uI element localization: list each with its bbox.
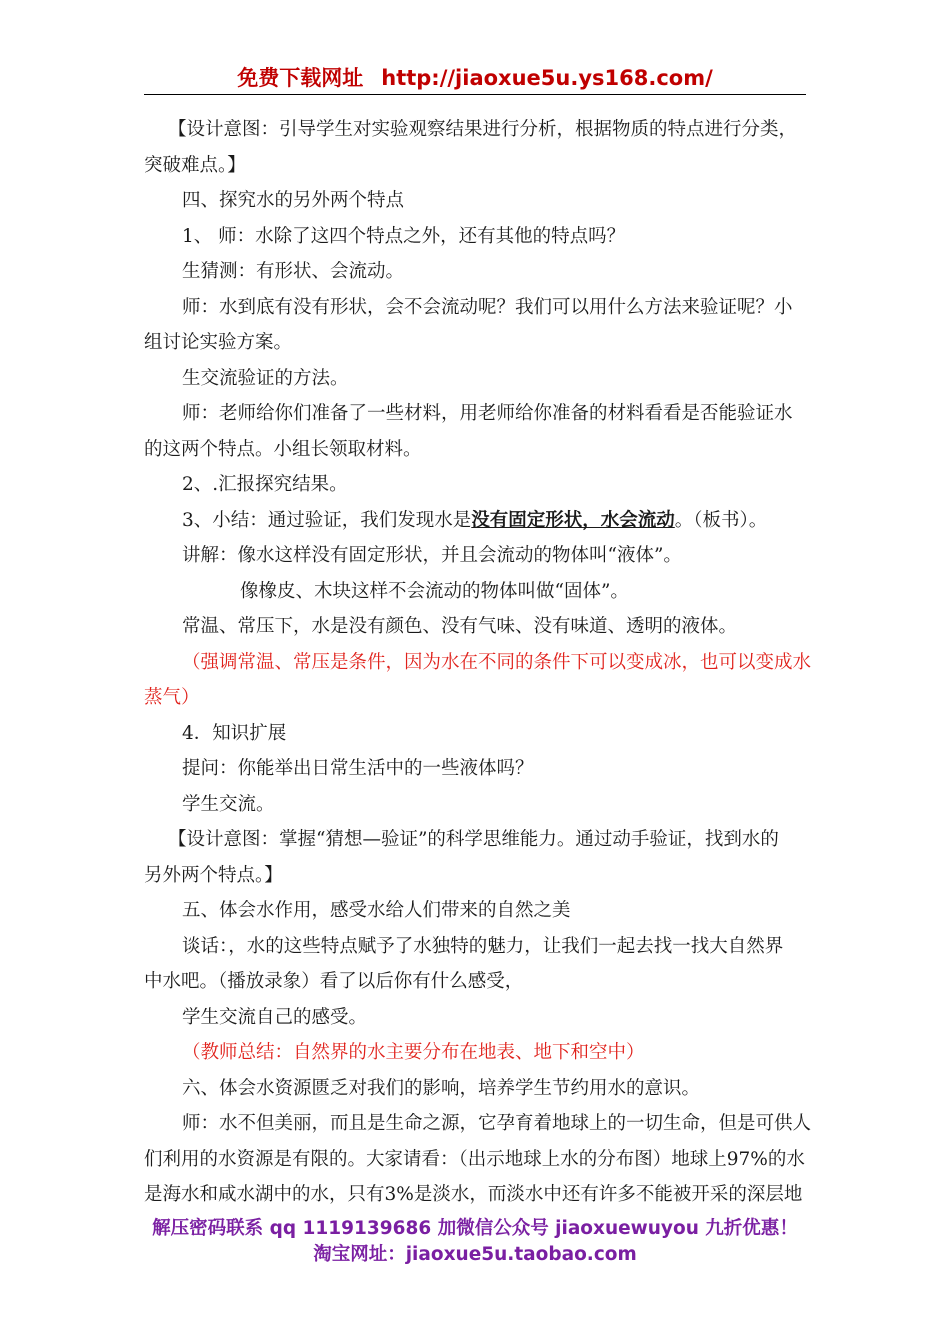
paragraph-line: 1、 师：水除了这四个特点之外，还有其他的特点吗？ <box>182 225 626 247</box>
paragraph-line: 提问：你能举出日常生活中的一些液体吗？ <box>182 758 534 779</box>
highlight-line: （强调常温、常压是条件，因为水在不同的条件下可以变成冰，也可以变成水 <box>182 651 812 673</box>
paragraph-line: 讲解：像水这样没有固定形状，并且会流动的物体叫“液体”。 <box>182 545 682 566</box>
paragraph-line: 【设计意图：掌握“猜想—验证”的科学思维能力。通过动手验证，找到水的 <box>168 829 779 850</box>
summary-line <box>144 503 806 539</box>
paragraph-line: 4．知识扩展 <box>182 722 287 744</box>
summary-text: 3、小结：通过验证，我们发现水是 <box>182 509 472 531</box>
paragraph-line: 像橡皮、木块这样不会流动的物体叫做“固体”。 <box>240 580 629 602</box>
paragraph-line: 【设计意图：引导学生对实验观察结果进行分析，根据物质的特点进行分类， <box>168 119 798 140</box>
paragraph-line: 学生交流。 <box>182 793 275 815</box>
footer-shop-link[interactable]: 淘宝网址：jiaoxue5u.taobao.com <box>313 1244 637 1265</box>
paragraph-line: 另外两个特点。】 <box>144 864 283 886</box>
section-title: 六、体会水资源匮乏对我们的影响，培养学生节约用水的意识。 <box>182 1077 701 1099</box>
paragraph-line: 突破难点。】 <box>144 154 246 176</box>
paragraph-line: 们利用的水资源是有限的。大家请看：（出示地球上水的分布图）地球上97%的水 <box>144 1148 805 1170</box>
page-header <box>144 62 806 95</box>
document-body <box>144 112 812 1213</box>
header-url[interactable]: http://jiaoxue5u.ys168.com/ <box>381 66 713 90</box>
highlight-line: （教师总结：自然界的水主要分布在地表、地下和空中） <box>182 1042 645 1063</box>
paragraph-line: 2、.汇报探究结果。 <box>182 474 348 495</box>
paragraph-line: 师：水不但美丽，而且是生命之源，它孕育着地球上的一切生命，但是可供人 <box>182 1113 812 1134</box>
paragraph-line: 是海水和咸水湖中的水，只有3%是淡水，而淡水中还有许多不能被开采的深层地 <box>144 1184 803 1205</box>
header-label: 免费下载网址 <box>237 66 364 90</box>
paragraph-line: 生猜测：有形状、会流动。 <box>182 261 405 282</box>
highlight-line: 蒸气） <box>144 687 200 708</box>
paragraph-line: 中水吧。（播放录象）看了以后你有什么感受， <box>144 971 524 992</box>
paragraph-line: 谈话：，水的这些特点赋予了水独特的魅力，让我们一起去找一找大自然界 <box>182 935 784 957</box>
section-title: 四、探究水的另外两个特点 <box>182 190 405 211</box>
paragraph-line: 的这两个特点。小组长领取材料。 <box>144 438 422 460</box>
paragraph-line: 生交流验证的方法。 <box>182 367 349 389</box>
section-title: 五、体会水作用，感受水给人们带来的自然之美 <box>182 900 571 921</box>
summary-emphasis: 没有固定形状，水会流动 <box>471 509 675 531</box>
paragraph-line: 常温、常压下，水是没有颜色、没有气味、没有味道、透明的液体。 <box>182 616 738 637</box>
paragraph-line: 师：老师给你们准备了一些材料，用老师给你准备的材料看看是否能验证水 <box>182 403 793 424</box>
summary-text-end: 。（板书）。 <box>674 509 768 531</box>
footer-contact: 解压密码联系 qq 1119139686 加微信公众号 jiaoxuewuyou 九折优惠！ <box>152 1218 798 1239</box>
paragraph-line: 学生交流自己的感受。 <box>182 1006 368 1028</box>
paragraph-line: 组讨论实验方案。 <box>144 332 293 353</box>
paragraph-line: 师：水到底有没有形状，会不会流动呢？我们可以用什么方法来验证呢？小 <box>182 296 793 318</box>
page-footer <box>0 1216 950 1268</box>
